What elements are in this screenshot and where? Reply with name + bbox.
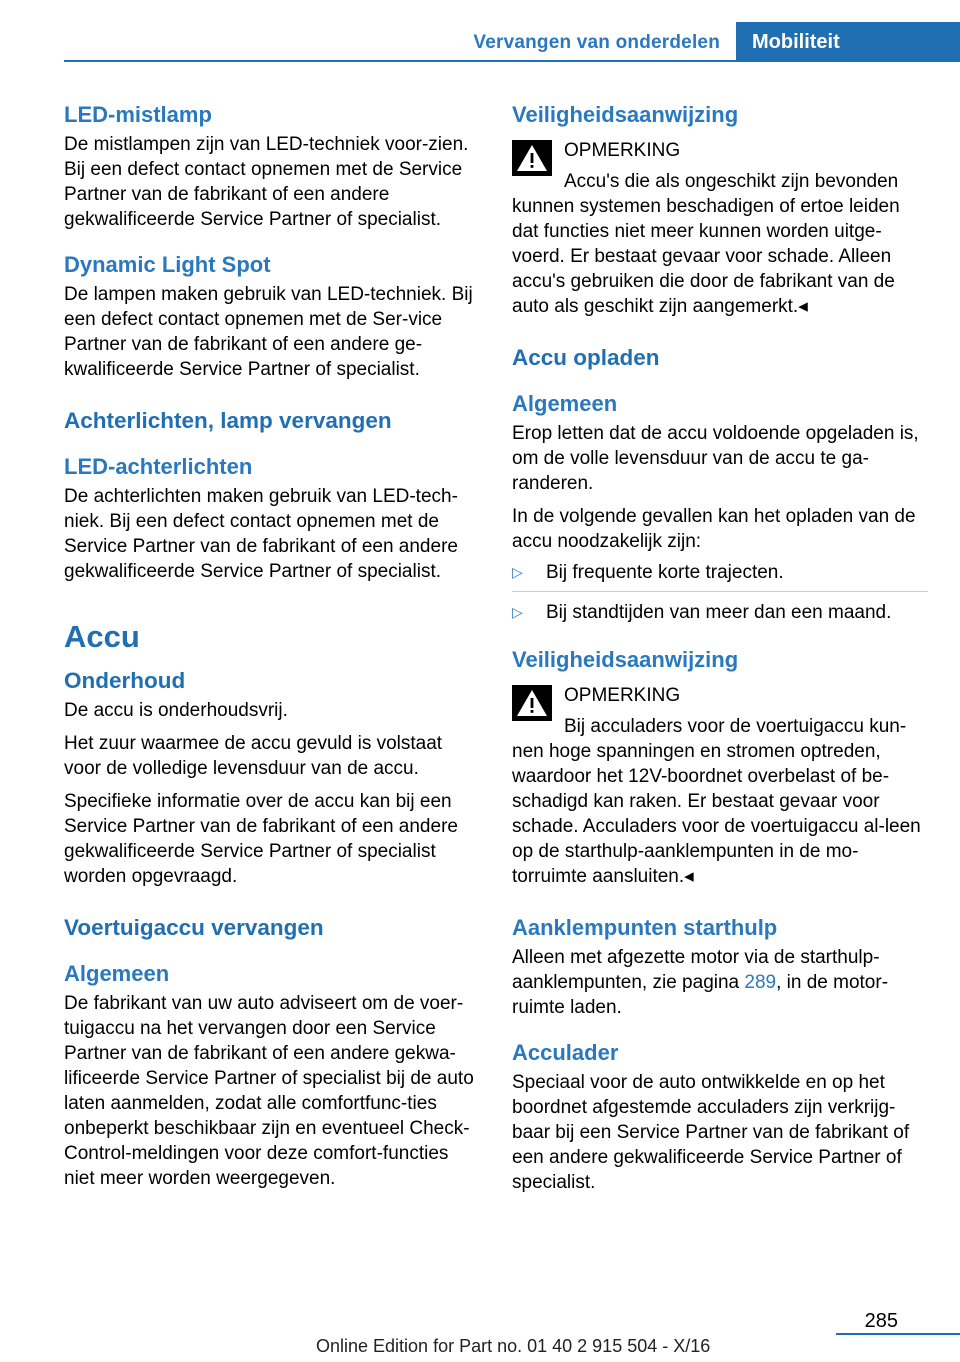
- left-column: [64, 100, 476, 1199]
- warning-box-2: [512, 683, 928, 889]
- heading-safety-1: Veiligheidsaanwijzing: [512, 102, 739, 127]
- text-maintenance-1: De accu is onderhoudsvrij.: [64, 700, 288, 721]
- text-led-rear: De achterlichten maken gebruik van LED-tech-niek. Bij een defect contact opnemen met de Service Partner van de fabrikant of een andere gekwalificeerde Service Partner of specialist.: [64, 486, 458, 582]
- warning-label-1: OPMERKING: [564, 140, 681, 161]
- text-dynamic-light: De lampen maken gebruik van LED-techniek. Bij een defect contact opnemen met de Ser-vice Partner van de fabrikant of een andere ge-kwalificeerde Service Partner of specialist.: [64, 284, 473, 380]
- text-jump-points: [512, 945, 928, 1020]
- list-item: [512, 596, 928, 629]
- header-chapter-tab: Mobiliteit: [736, 22, 960, 62]
- heading-maintenance: Onderhoud: [64, 668, 186, 693]
- warning-text-2: Bij acculaders voor de voertuigaccu kun-nen hoge spanningen en stromen optreden, waardoor het 12V-boordnet overbelast of be-schadigd kan raken. Er bestaat gevaar voor schade. Acculaders voor de voertuigaccu al-leen op de starthulp-aanklempunten in de mo-torruimte aansluiten.◂: [512, 716, 921, 887]
- warning-triangle-icon: [512, 140, 552, 176]
- triangle-right-icon: ▷: [512, 564, 523, 580]
- warning-text-1: Accu's die als ongeschikt zijn bevonden kunnen systemen beschadigen of ertoe leiden dat functies niet meer kunnen worden uitge-voerd. Er bestaat gevaar voor schade. Alleen accu's gebruiken die door de fabrikant van de auto als geschikt zijn aangemerkt.◂: [512, 171, 900, 317]
- list-item: [512, 556, 928, 589]
- heading-charger: Acculader: [512, 1040, 619, 1065]
- text-jump-after: , in de motor-ruimte laden.: [512, 972, 889, 1018]
- text-general-right-1: Erop letten dat de accu voldoende opgeladen is, om de volle levensduur van de accu te ga-randeren.: [512, 423, 919, 494]
- heading-dynamic-light: Dynamic Light Spot: [64, 252, 271, 277]
- footer-edition: Online Edition for Part no. 01 40 2 915 504 - X/16: [316, 1336, 711, 1356]
- list-item-text: Bij standtijden van meer dan een maand.: [546, 602, 892, 623]
- page-number: 285: [864, 1310, 898, 1332]
- heading-charging: Accu opladen: [512, 345, 660, 370]
- page-link[interactable]: 289: [744, 972, 777, 993]
- warning-label-2: OPMERKING: [564, 685, 681, 706]
- heading-led-fog: LED-mistlamp: [64, 102, 212, 127]
- text-maintenance-3: Specifieke informatie over de accu kan bij een Service Partner van de fabrikant of een andere gekwalificeerde Service Partner of specialist worden opgevraagd.: [64, 791, 458, 887]
- list-item-text: Bij frequente korte trajecten.: [546, 562, 784, 583]
- right-column: [512, 100, 928, 1203]
- heading-replace: Voertuigaccu vervangen: [64, 915, 324, 940]
- warning-triangle-icon: [512, 685, 552, 721]
- heading-general-left: Algemeen: [64, 961, 170, 986]
- text-led-fog: De mistlampen zijn van LED-techniek voor-zien. Bij een defect contact opnemen met de Service Partner van de fabrikant of een andere gekwalificeerde Service Partner of specialist.: [64, 134, 469, 230]
- footer-rule: [836, 1333, 960, 1335]
- triangle-right-icon: ▷: [512, 604, 523, 620]
- heading-general-right: Algemeen: [512, 391, 618, 416]
- heading-led-rear: LED-achterlichten: [64, 454, 253, 479]
- text-general-right-2: In de volgende gevallen kan het opladen van de accu noodzakelijk zijn:: [512, 506, 916, 552]
- heading-safety-2: Veiligheidsaanwijzing: [512, 647, 739, 672]
- text-jump-before: Alleen met afgezette motor via de starthulp-aanklempunten, zie pagina: [512, 947, 880, 993]
- header-rule: [64, 60, 960, 62]
- page-header: [0, 0, 960, 62]
- heading-rear-lights: Achterlichten, lamp vervangen: [64, 408, 392, 433]
- list-divider: [512, 591, 928, 592]
- text-maintenance-2: Het zuur waarmee de accu gevuld is volstaat voor de volledige levensduur van de accu.: [64, 733, 443, 779]
- header-section-title: Vervangen van onderdelen: [473, 32, 720, 53]
- heading-accu: Accu: [64, 619, 140, 654]
- warning-box-1: [512, 138, 928, 319]
- text-charger: Speciaal voor de auto ontwikkelde en op het boordnet afgestemde acculaders zijn verkrijg-baar bij een Service Partner van de fabrikant of een andere gekwalificeerde Service Partner of specialist.: [512, 1072, 910, 1193]
- heading-jump-points: Aanklempunten starthulp: [512, 915, 778, 940]
- text-general-left: De fabrikant van uw auto adviseert om de voer-tuigaccu na het vervangen door een Service Partner van de fabrikant of een andere gekwa-lificeerde Service Partner of specialist bij de auto laten aanmelden, zodat alle comfortfunc-ties onbeperkt beschikbaar zijn en eventueel Check-Control-meldingen voor deze comfort-functies niet meer worden weergegeven.: [64, 993, 474, 1189]
